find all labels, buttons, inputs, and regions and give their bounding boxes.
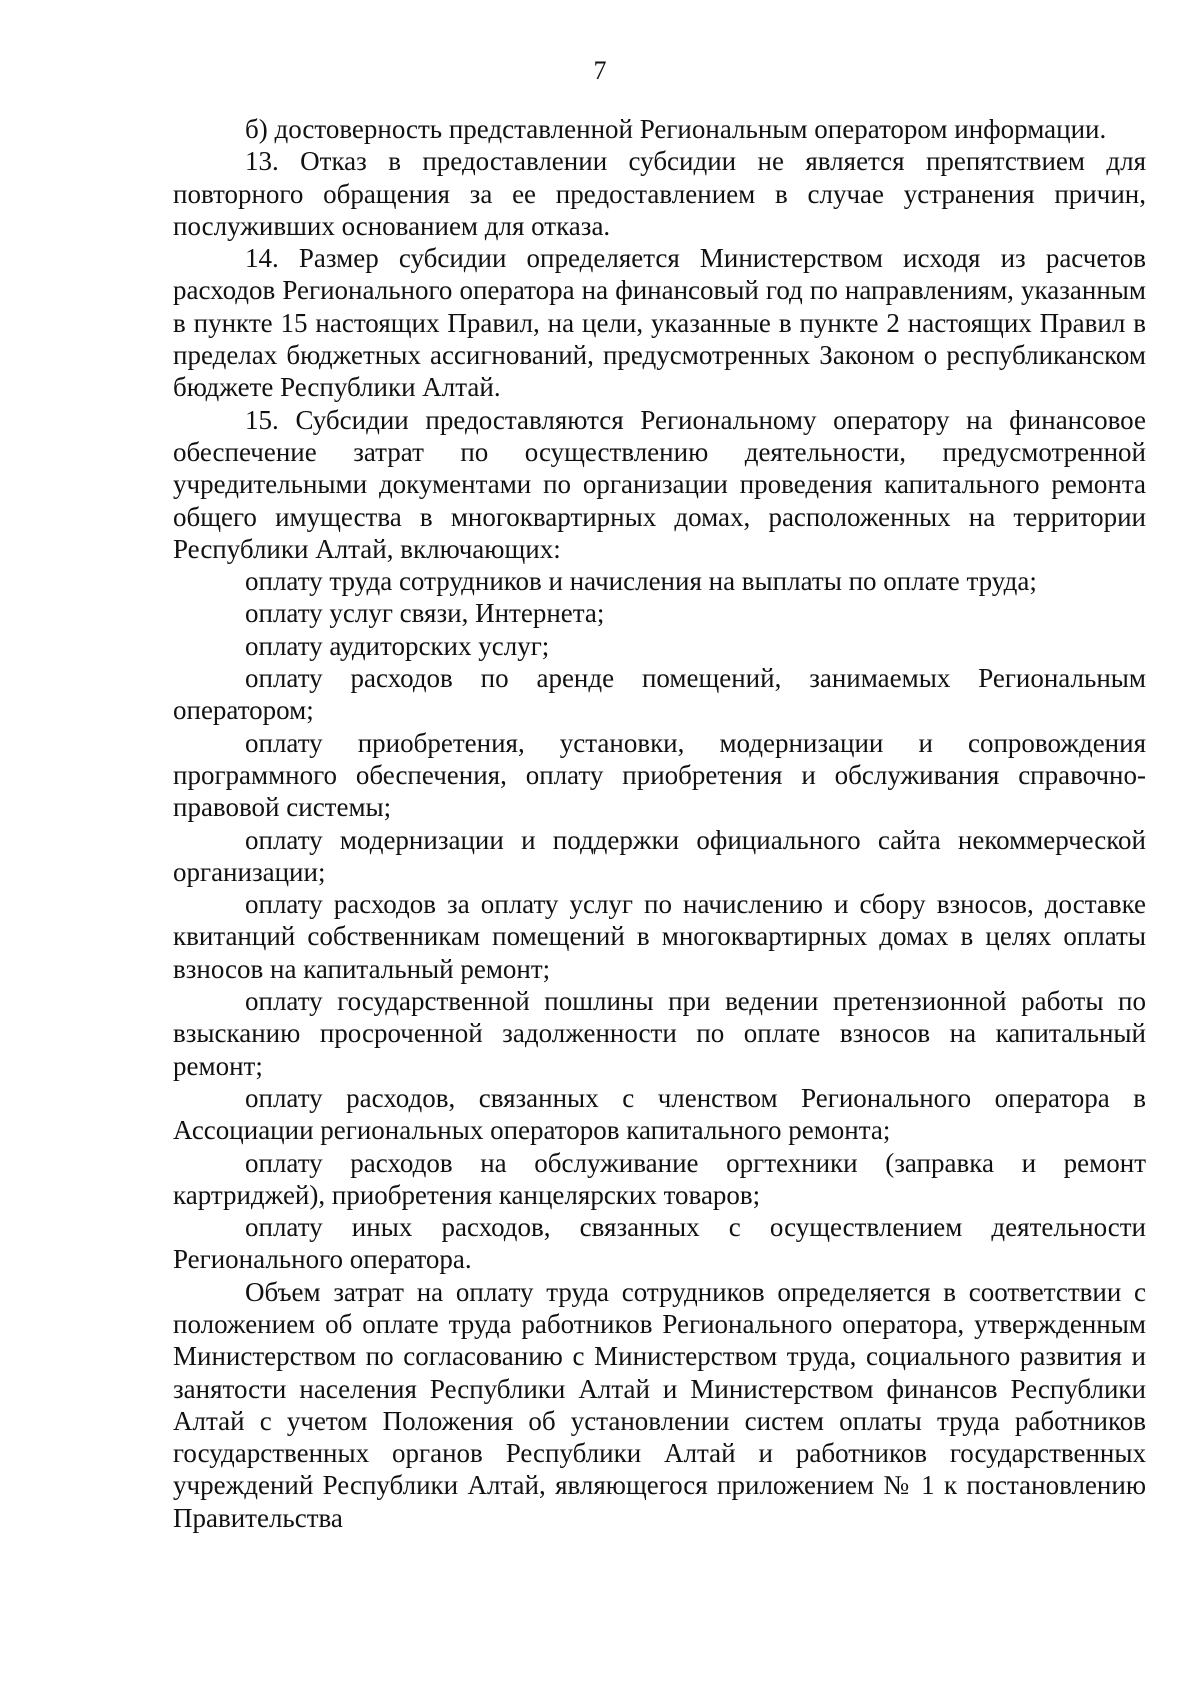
paragraph-13: 13. Отказ в предоставлении субсидии не является препятствием для повторного обращения за ее предоставлением в случае устранения причин, послуживших основанием для отказа. (173, 146, 1146, 241)
page-number: 7 (593, 56, 607, 85)
paragraph-salary-volume: Объем затрат на оплату труда сотрудников определяется в соответствии с положением об оплате труда работников Регионального оператора, утвержденным Министерством по согласованию с Министерством труда, социального развития и занятости населения Республики Алтай и Министерством финансов Республики Алтай с учетом Положения об установлении систем оплаты труда работников государственных органов Республики Алтай и работников государственных учреждений Республики Алтай, являющегося приложением № 1 к постановлению Правительства (173, 1276, 1146, 1533)
paragraph-15: 15. Субсидии предоставляются Региональному оператору на финансовое обеспечение затрат по осуществлению деятельности, предусмотренной учредительными документами по организации проведения капитального ремонта общего имущества в многоквартирных домах, расположенных на территории Республики Алтай, включающих: (173, 404, 1146, 564)
list-item-software: оплату приобретения, установки, модернизации и сопровождения программного обеспечения, оплату приобретения и обслуживания справочно-правовой системы; (173, 727, 1146, 823)
list-item-state-duty: оплату государственной пошлины при ведении претензионной работы по взысканию просроченной задолженности по оплате взносов на капитальный ремонт; (173, 986, 1146, 1081)
list-item-fee-collection: оплату расходов за оплату услуг по начислению и сбору взносов, доставке квитанций собственникам помещений в многоквартирных домах в целях оплаты взносов на капитальный ремонт; (173, 889, 1146, 984)
document-body (173, 113, 1146, 1534)
list-item-salary: оплату труда сотрудников и начисления на выплаты по оплате труда; (245, 566, 1037, 597)
paragraph-14: 14. Размер субсидии определяется Министерством исходя из расчетов расходов Регионального оператора на финансовый год по направлениям, указанным в пункте 15 настоящих Правил, на цели, указанные в пункте 2 настоящих Правил в пределах бюджетных ассигнований, предусмотренных Законом о республиканском бюджете Республики Алтай. (173, 243, 1146, 403)
list-item-association-membership: оплату расходов, связанных с членством Регионального оператора в Ассоциации региональных операторов капитального ремонта; (173, 1082, 1146, 1146)
paragraph-item-b: б) достоверность представленной Региональным оператором информации. (245, 114, 1107, 144)
list-item-rent: оплату расходов по аренде помещений, занимаемых Региональным оператором; (173, 663, 1146, 726)
list-item-other-expenses: оплату иных расходов, связанных с осуществлением деятельности Регионального оператора. (173, 1212, 1146, 1275)
list-item-website: оплату модернизации и поддержки официального сайта некоммерческой организации; (173, 824, 1146, 887)
list-item-office-equipment: оплату расходов на обслуживание оргтехники (заправка и ремонт картриджей), приобретения канцелярских товаров; (173, 1147, 1146, 1210)
list-item-communications: оплату услуг связи, Интернета; (245, 598, 605, 629)
list-item-audit: оплату аудиторских услуг; (245, 630, 550, 661)
